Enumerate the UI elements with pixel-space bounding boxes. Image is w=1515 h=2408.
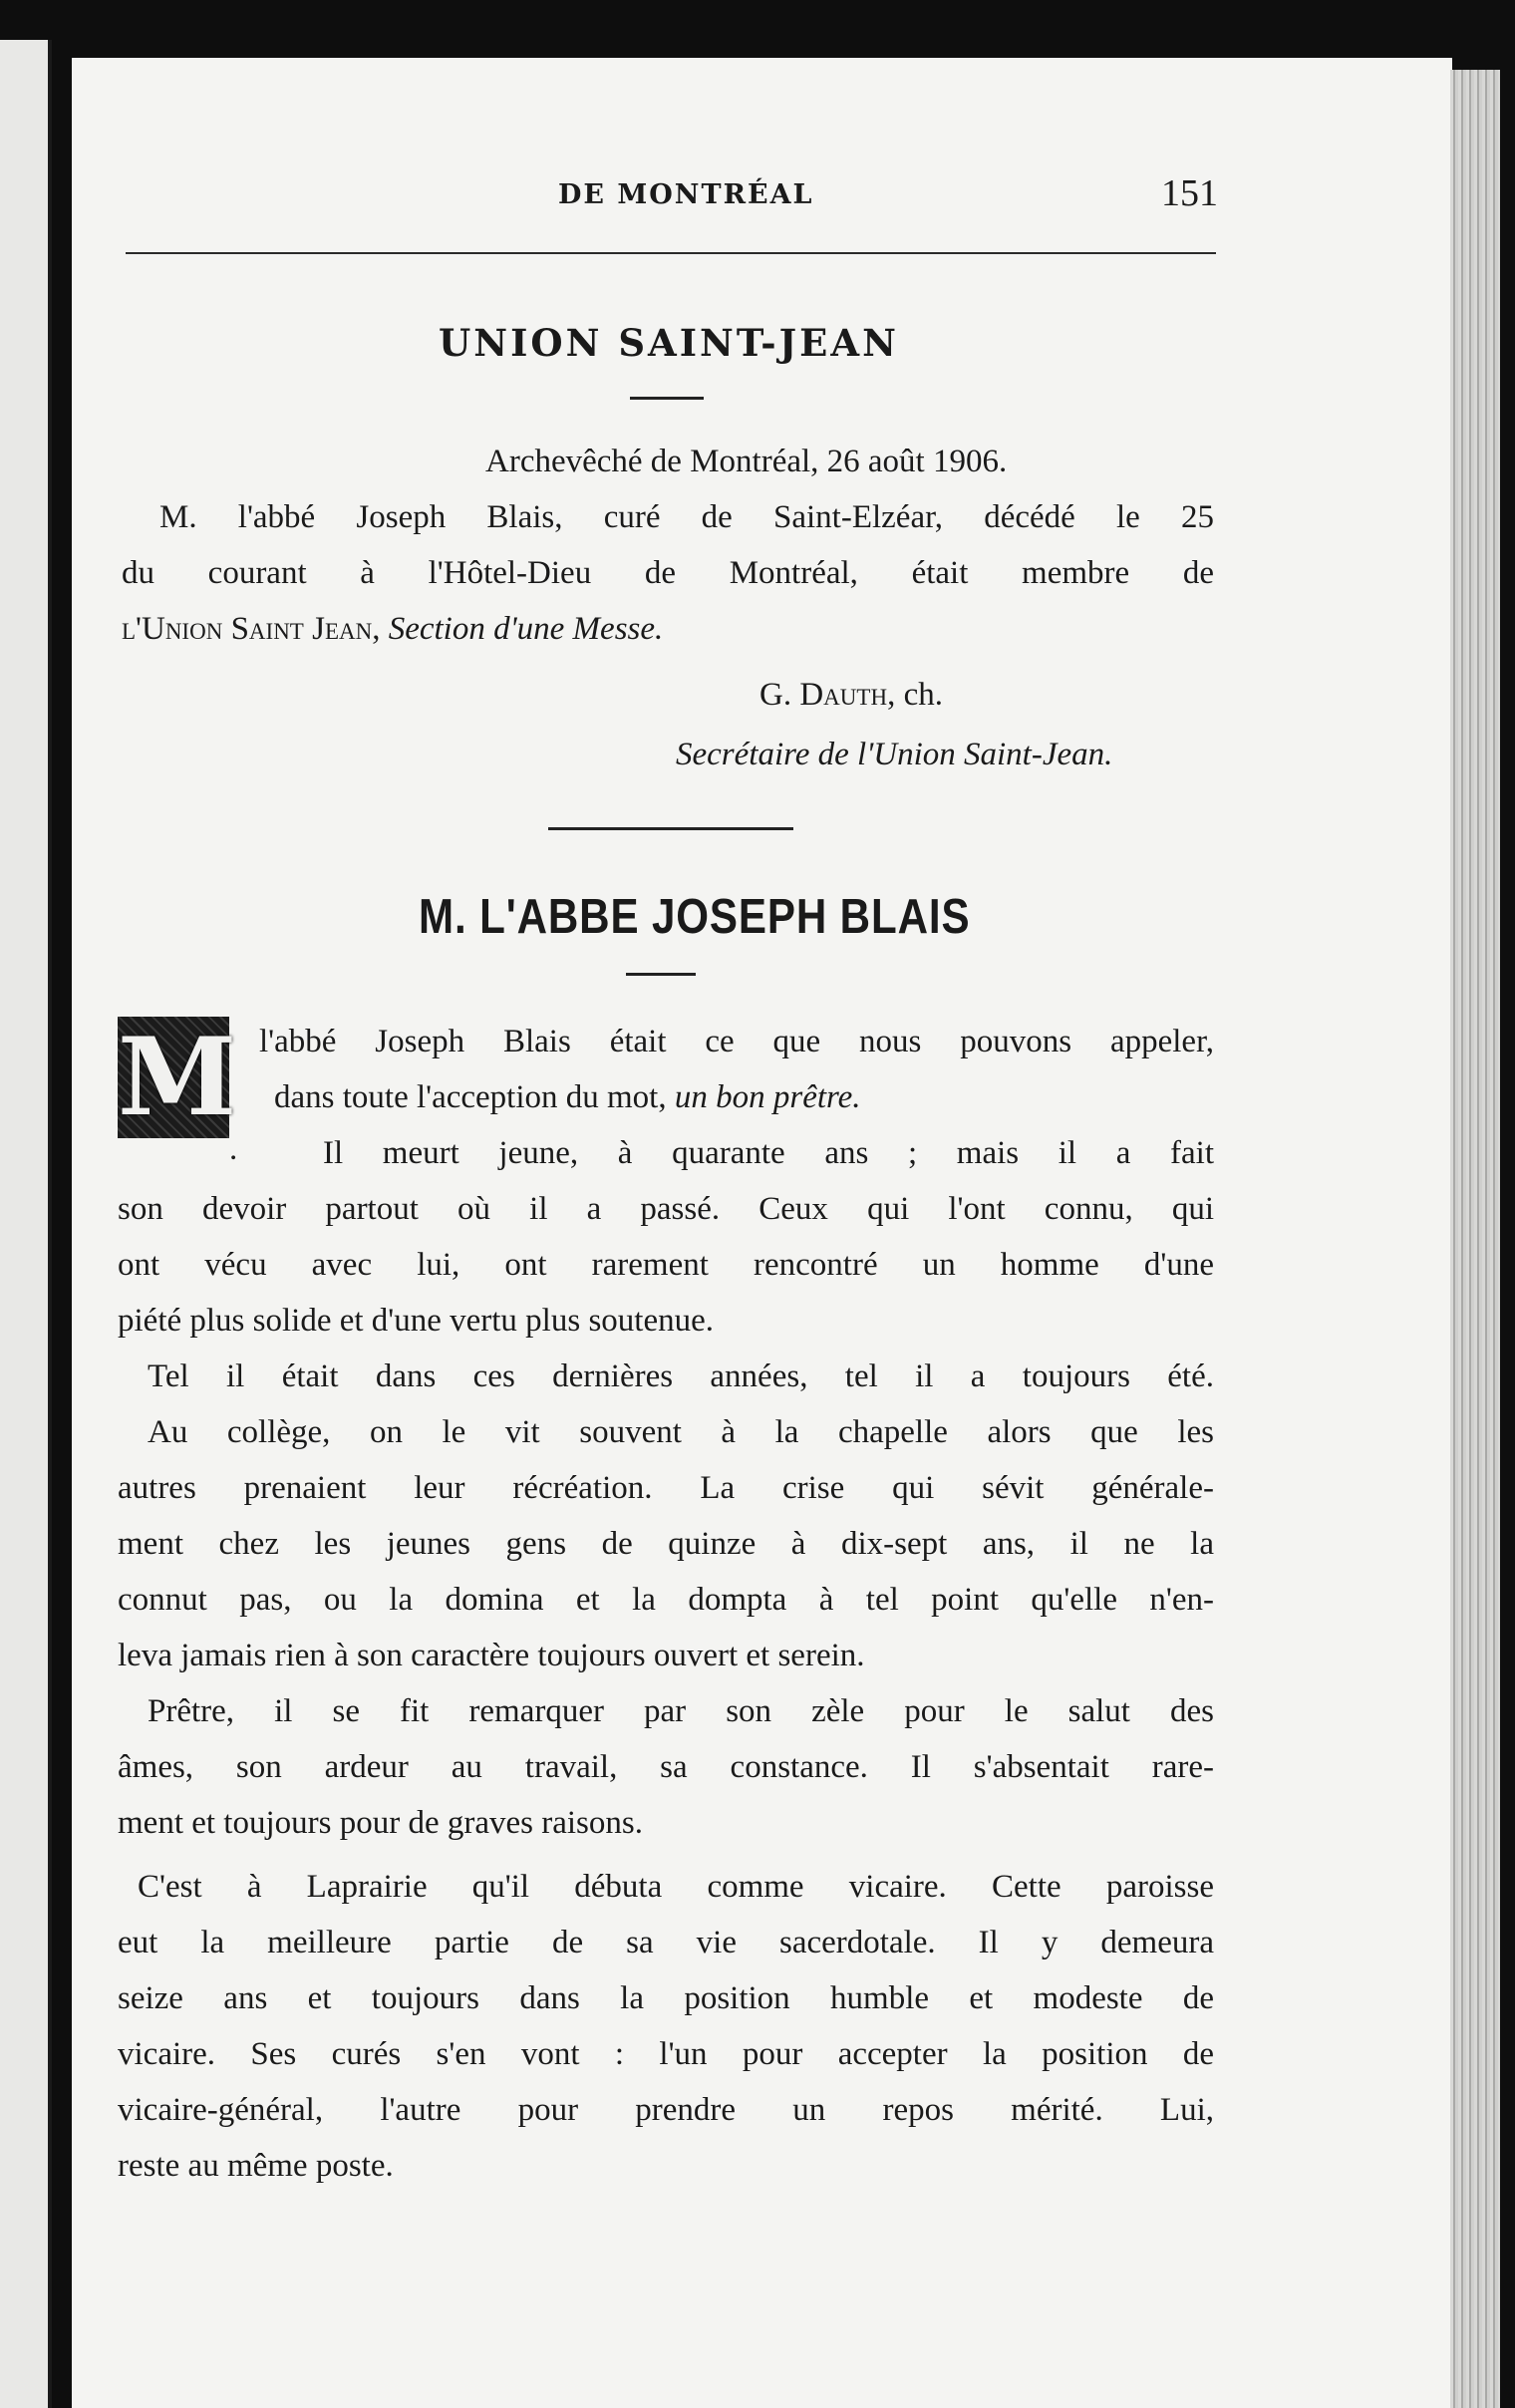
- body-line: seize ans et toujours dans la position humble et modeste de: [118, 1980, 1214, 2016]
- left-page-edge: [0, 40, 52, 2408]
- page-number: 151: [1161, 172, 1218, 214]
- body-line: ment et toujours pour de graves raisons.: [118, 1805, 643, 1841]
- body-line: vicaire-général, l'autre pour prendre un repos mérité. Lui,: [118, 2092, 1214, 2128]
- body-line: piété plus solide et d'une vertu plus soutenue.: [118, 1303, 714, 1339]
- title-rule: [630, 397, 704, 400]
- running-head: DE MONTRÉAL: [558, 179, 814, 210]
- signature-prefix: G.: [759, 677, 800, 713]
- obituary-title: M. L'ABBE JOSEPH BLAIS: [419, 890, 971, 944]
- body-line: son devoir partout où il a passé. Ceux qui l'ont connu, qui: [118, 1191, 1214, 1227]
- body-line: eut la meilleure partie de sa vie sacerdotale. Il y demeura: [118, 1925, 1214, 1960]
- signature-suffix: , ch.: [887, 677, 943, 713]
- body-line: ment chez les jeunes gens de quinze à dix-sept ans, il ne la: [118, 1526, 1214, 1562]
- body-line: leva jamais rien à son caractère toujours ouvert et serein.: [118, 1638, 865, 1673]
- section-divider: [548, 827, 793, 830]
- body-line: âmes, son ardeur au travail, sa constance. Il s'absentait rare-: [118, 1749, 1214, 1785]
- notice-line-3: [122, 602, 663, 656]
- body-line: ont vécu avec lui, ont rarement rencontré un homme d'une: [118, 1247, 1214, 1283]
- body-line: connut pas, ou la domina et la dompta à tel point qu'elle n'en-: [118, 1582, 1214, 1618]
- body-line: l'abbé Joseph Blais était ce que nous pouvons appeler,: [259, 1024, 1214, 1059]
- body-line: Prêtre, il se fit remarquer par son zèle pour le salut des: [148, 1693, 1214, 1729]
- dateline: Archevêché de Montréal, 26 août 1906.: [485, 444, 1008, 479]
- notice-line-2: du courant à l'Hôtel-Dieu de Montréal, était membre de: [122, 555, 1214, 591]
- body-line: C'est à Laprairie qu'il débuta comme vicaire. Cette paroisse: [138, 1869, 1214, 1905]
- body-line: Il meurt jeune, à quarante ans ; mais il a fait: [323, 1135, 1214, 1171]
- body-text: dans toute l'acception du mot,: [274, 1079, 667, 1115]
- union-name: l'Union Saint Jean: [122, 611, 373, 647]
- drop-cap-dot: .: [229, 1131, 238, 1167]
- signature-title: Secrétaire de l'Union Saint-Jean.: [676, 737, 1113, 772]
- body-line: reste au même poste.: [118, 2148, 394, 2184]
- page-stack-edge: [1450, 70, 1500, 2408]
- header-rule: [126, 252, 1216, 254]
- drop-cap: [118, 1015, 237, 1140]
- emphasis-text: un bon prêtre.: [674, 1079, 861, 1115]
- obituary-title-rule: [626, 973, 696, 976]
- separator: ,: [372, 611, 389, 647]
- body-line: autres prenaient leur récréation. La crise qui sévit générale-: [118, 1470, 1214, 1506]
- section-name: Section d'une Messe.: [388, 611, 664, 647]
- signature-name: Dauth: [799, 677, 888, 713]
- drop-cap-letter: M: [118, 1015, 237, 1140]
- body-line: [274, 1070, 861, 1124]
- body-line: Tel il était dans ces dernières années, tel il a toujours été.: [148, 1358, 1214, 1394]
- notice-line-1: M. l'abbé Joseph Blais, curé de Saint-Elzéar, décédé le 25: [159, 499, 1214, 535]
- body-line: Au collège, on le vit souvent à la chapelle alors que les: [148, 1414, 1214, 1450]
- signature: [759, 668, 943, 722]
- body-line: vicaire. Ses curés s'en vont : l'un pour accepter la position de: [118, 2036, 1214, 2072]
- section-title-union: UNION SAINT-JEAN: [439, 321, 899, 365]
